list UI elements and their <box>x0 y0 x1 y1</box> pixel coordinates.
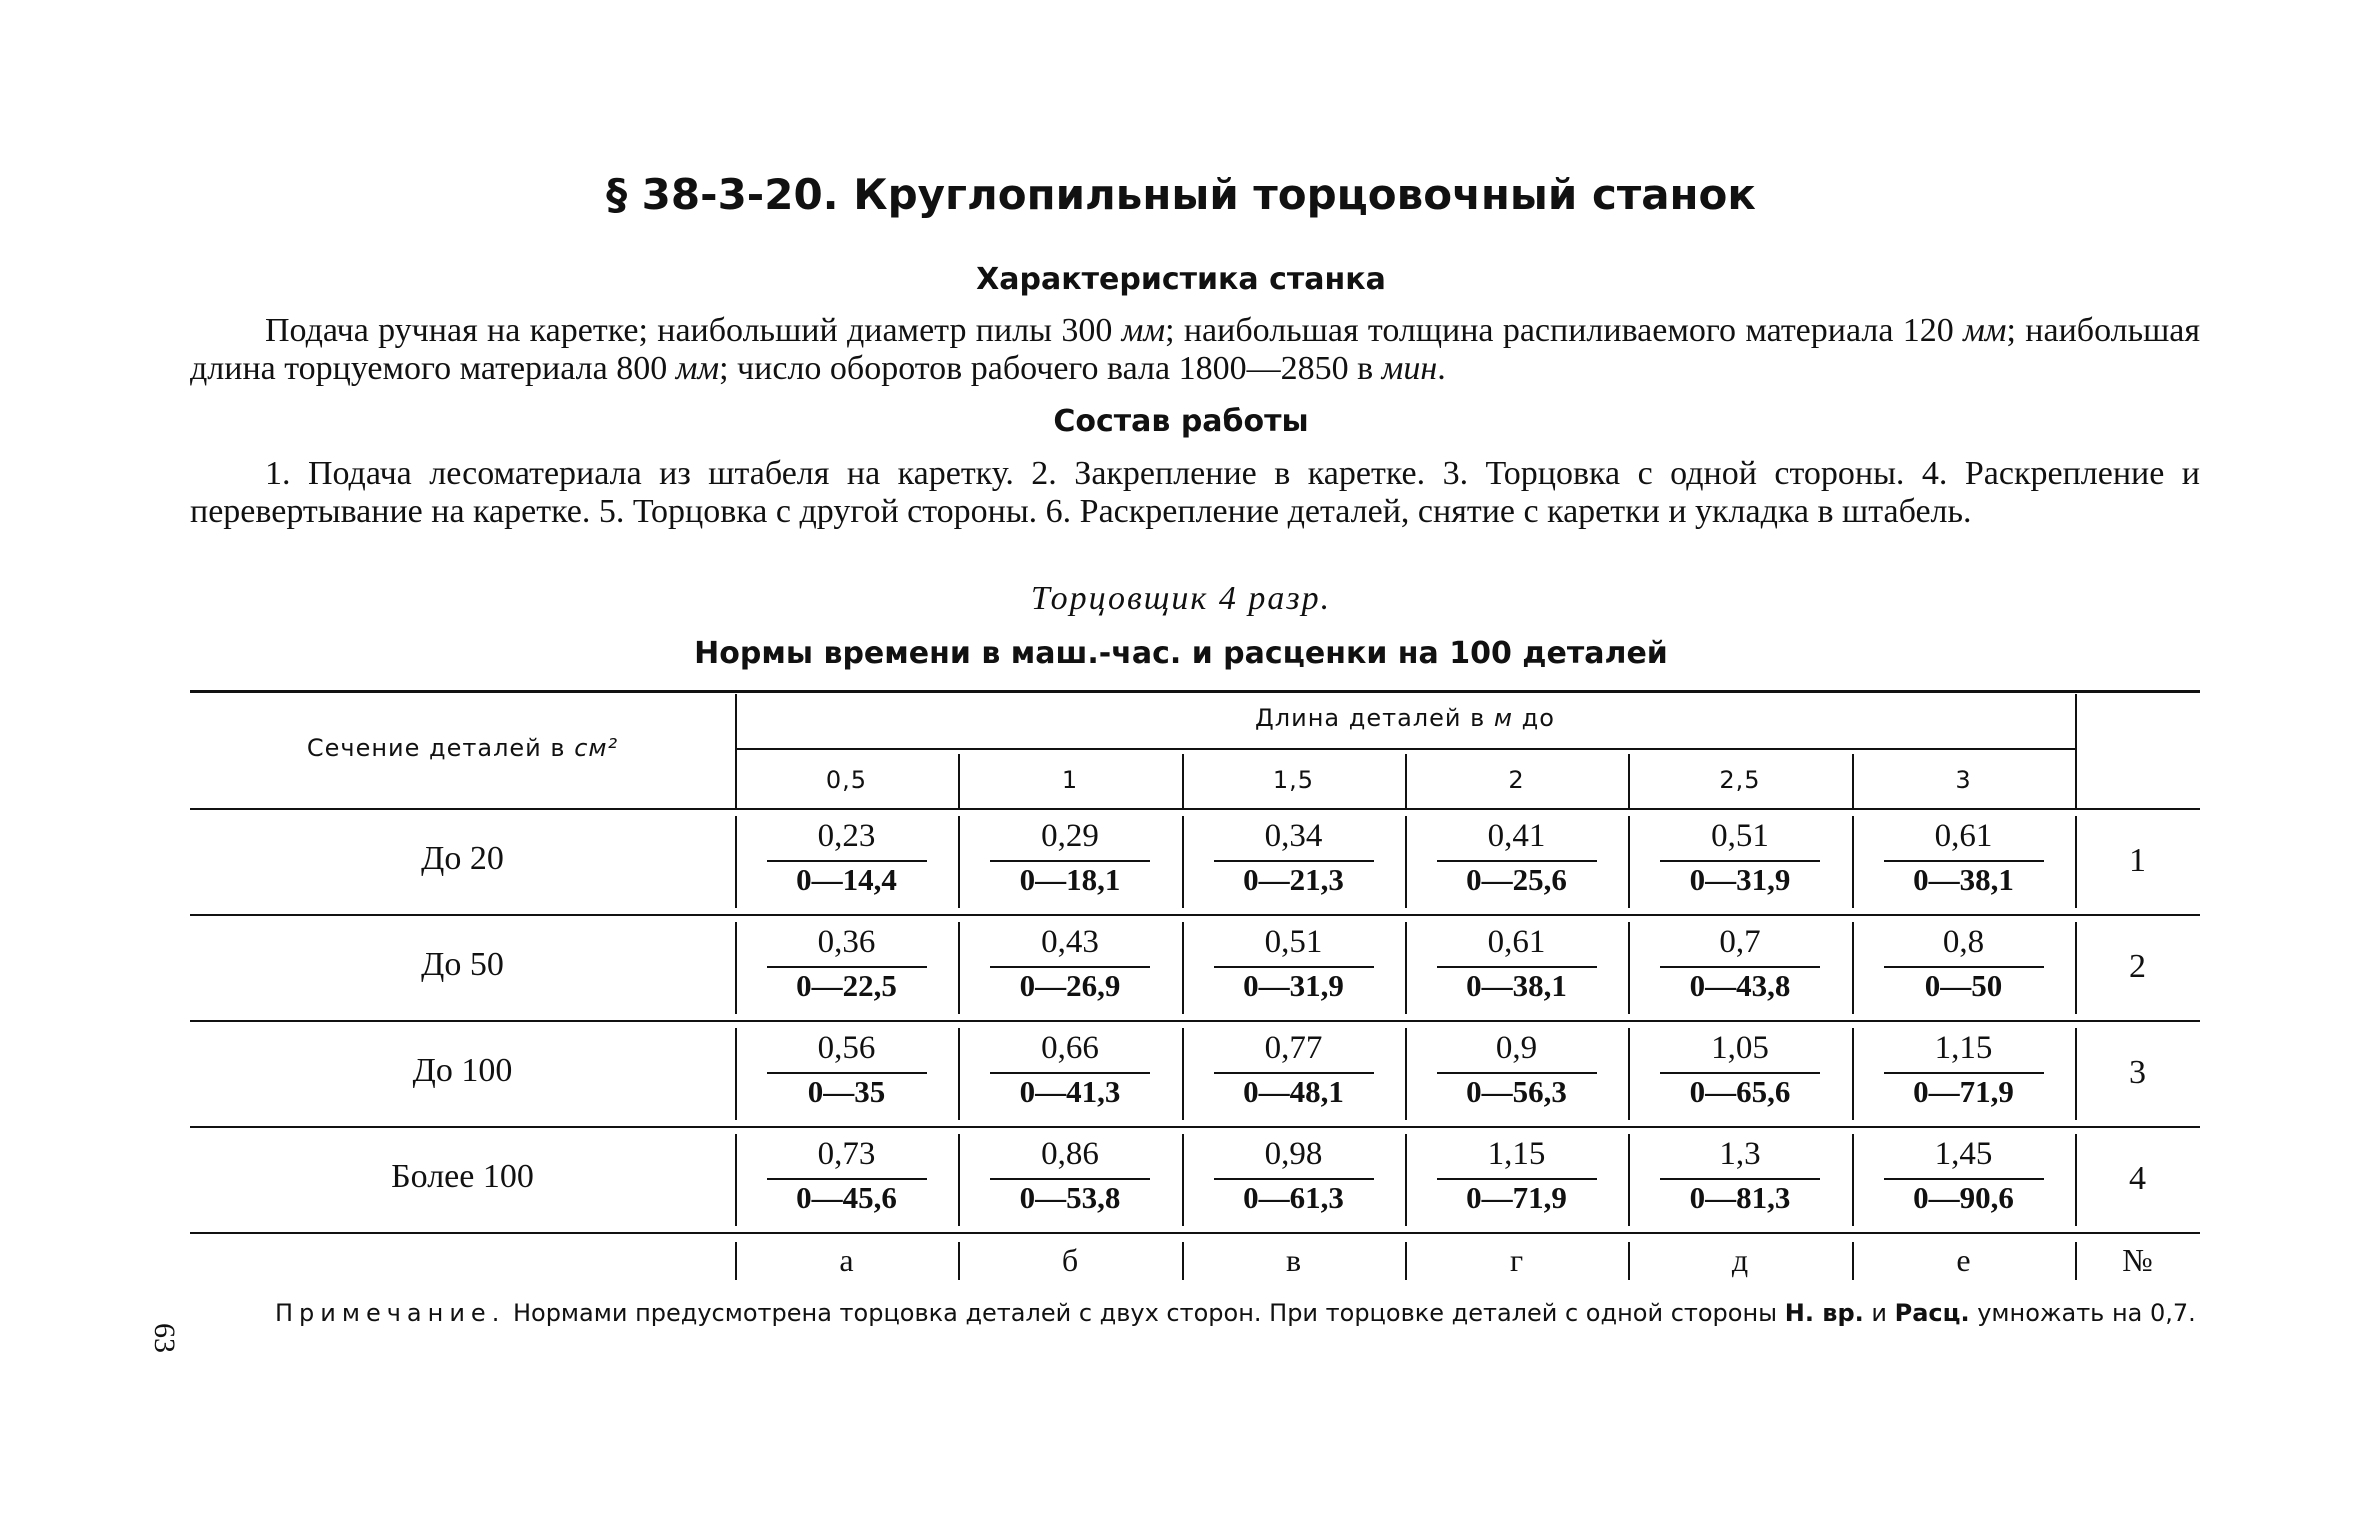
table-cell <box>1884 924 2044 1004</box>
row-number: 1 <box>2129 842 2146 879</box>
rate-value: 0—71,9 <box>1466 1180 1567 1215</box>
note: Примечание. Нормами предусмотрена торцовка деталей с двух сторон. При торцовке деталей с одной стороны Н. вр. и Расц. умножать на 0,7. <box>275 1299 2196 1327</box>
column-letter-a: а <box>839 1242 854 1278</box>
length-1.5: 1,5 <box>1272 766 1315 794</box>
norm-value: 0,41 <box>1487 818 1546 854</box>
rate-value: 0—31,9 <box>1243 968 1344 1003</box>
norm-value: 0,61 <box>1934 818 1993 854</box>
table-cell <box>767 924 927 1004</box>
norm-value: 0,9 <box>1495 1030 1538 1066</box>
column-letter-v: в <box>1285 1242 1302 1278</box>
table-cell <box>1214 924 1374 1004</box>
norm-value: 0,34 <box>1264 818 1323 854</box>
table-cell <box>1660 1030 1820 1110</box>
table-cell <box>1437 1030 1597 1110</box>
rate-value: 0—18,1 <box>1019 862 1121 897</box>
norm-value: 1,15 <box>1487 1136 1546 1172</box>
table-cell <box>990 1136 1150 1216</box>
rate-value: 0—81,3 <box>1689 1180 1791 1215</box>
table-title: Нормы времени в маш.-час. и расценки на 100 деталей <box>694 636 1668 671</box>
length-2.5: 2,5 <box>1719 766 1761 794</box>
rate-value: 0—26,9 <box>1019 968 1121 1003</box>
table-cell <box>767 1136 927 1216</box>
work-text: 1. Подача лесоматериала из штабеля на каретку. 2. Закрепление в каретке. 3. Торцовка с одной стороны. 4. Раскрепление и перевертывание на каретке. 5. Торцовка с другой стороны. 6. Раскрепление деталей, снятие с каретки и укладка в штабель. <box>190 455 2200 530</box>
row-number: 3 <box>2129 1054 2146 1091</box>
worker-grade: Торцовщик 4 разр. <box>1030 580 1332 617</box>
rate-value: 0—38,1 <box>1913 862 2014 897</box>
norm-value: 0,61 <box>1487 924 1546 960</box>
norm-value: 0,8 <box>1942 924 1985 960</box>
rate-value: 0—14,4 <box>796 862 897 897</box>
rate-value: 0—25,6 <box>1466 862 1567 897</box>
norm-value: 1,15 <box>1934 1030 1993 1066</box>
rate-value: 0—53,8 <box>1019 1180 1121 1215</box>
column-letter-b: б <box>1061 1242 1079 1278</box>
page-title: § 38-3-20. Круглопильный торцовочный станок <box>606 170 1756 219</box>
rate-value: 0—65,6 <box>1689 1074 1791 1109</box>
row-label: До 100 <box>412 1052 513 1089</box>
rate-value: 0—41,3 <box>1019 1074 1121 1109</box>
rate-value: 0—48,1 <box>1243 1074 1344 1109</box>
table-cell <box>1660 818 1820 898</box>
table-cell <box>1884 1136 2044 1216</box>
column-letter-d: д <box>1731 1242 1749 1278</box>
norm-value: 0,77 <box>1264 1030 1323 1066</box>
table-cell <box>990 924 1150 1004</box>
table-cell <box>1437 924 1597 1004</box>
rate-value: 0—50 <box>1924 968 2003 1003</box>
rate-value: 0—45,6 <box>796 1180 897 1215</box>
norm-value: 1,45 <box>1934 1136 1993 1172</box>
characteristics-text: Подача ручная на каретке; наибольший диаметр пилы 300 мм; наибольшая толщина распиливаемого материала 120 мм; наибольшая длина торцуемого материала 800 мм; число оборотов рабочего вала 1800—2850 в мин. <box>190 312 2200 387</box>
table-cell <box>1660 924 1820 1004</box>
norms-table <box>190 690 2200 1290</box>
norm-value: 0,43 <box>1041 924 1099 960</box>
table-cell <box>990 1030 1150 1110</box>
rate-value: 0—61,3 <box>1243 1180 1344 1215</box>
column-letter-e: е <box>1956 1242 1971 1278</box>
rate-value: 0—71,9 <box>1913 1074 2014 1109</box>
row-label: Более 100 <box>391 1158 534 1195</box>
table-cell <box>1660 1136 1820 1216</box>
row-label: До 50 <box>421 946 504 983</box>
table-cell <box>1214 818 1374 898</box>
row-number: 2 <box>2129 948 2146 985</box>
norm-value: 1,05 <box>1711 1030 1769 1066</box>
rate-value: 0—56,3 <box>1466 1074 1567 1109</box>
norm-value: 0,36 <box>817 924 876 960</box>
rate-value: 0—31,9 <box>1689 862 1791 897</box>
table-cell <box>767 1030 927 1110</box>
norm-value: 0,56 <box>817 1030 876 1066</box>
rate-value: 0—38,1 <box>1466 968 1567 1003</box>
table-cell <box>1214 1136 1374 1216</box>
row-number: 4 <box>2129 1160 2146 1197</box>
norm-value: 0,51 <box>1264 924 1323 960</box>
table-cell <box>1884 1030 2044 1110</box>
column-letter-g: г <box>1509 1242 1524 1278</box>
norm-value: 0,73 <box>817 1136 876 1172</box>
rate-value: 0—22,5 <box>796 968 897 1003</box>
characteristics-heading: Характеристика станка <box>976 262 1386 297</box>
table-cell <box>990 818 1150 898</box>
table-cell <box>767 818 927 898</box>
norm-value: 0,23 <box>817 818 876 854</box>
length-header: Длина деталей в м до <box>1255 704 1555 732</box>
rate-value: 0—21,3 <box>1243 862 1344 897</box>
norm-value: 1,3 <box>1719 1136 1761 1172</box>
rate-value: 0—35 <box>807 1074 886 1109</box>
length-2: 2 <box>1508 766 1525 794</box>
row-label: До 20 <box>421 840 504 877</box>
rate-value: 0—90,6 <box>1913 1180 2014 1215</box>
length-3: 3 <box>1955 766 1972 794</box>
page-number: 63 <box>148 1323 181 1353</box>
norm-value: 0,29 <box>1041 818 1099 854</box>
norm-value: 0,7 <box>1719 924 1761 960</box>
row-number-symbol: № <box>2122 1242 2153 1278</box>
norm-value: 0,66 <box>1041 1030 1099 1066</box>
table-cell <box>1437 818 1597 898</box>
length-1: 1 <box>1061 766 1079 794</box>
table-cell <box>1884 818 2044 898</box>
length-0.5: 0,5 <box>825 766 868 794</box>
norm-value: 0,86 <box>1041 1136 1099 1172</box>
table-cell <box>1214 1030 1374 1110</box>
norm-value: 0,98 <box>1264 1136 1323 1172</box>
section-header: Сечение деталей в см² <box>306 734 619 762</box>
table-cell <box>1437 1136 1597 1216</box>
rate-value: 0—43,8 <box>1689 968 1791 1003</box>
work-heading: Состав работы <box>1053 404 1309 439</box>
norm-value: 0,51 <box>1711 818 1769 854</box>
